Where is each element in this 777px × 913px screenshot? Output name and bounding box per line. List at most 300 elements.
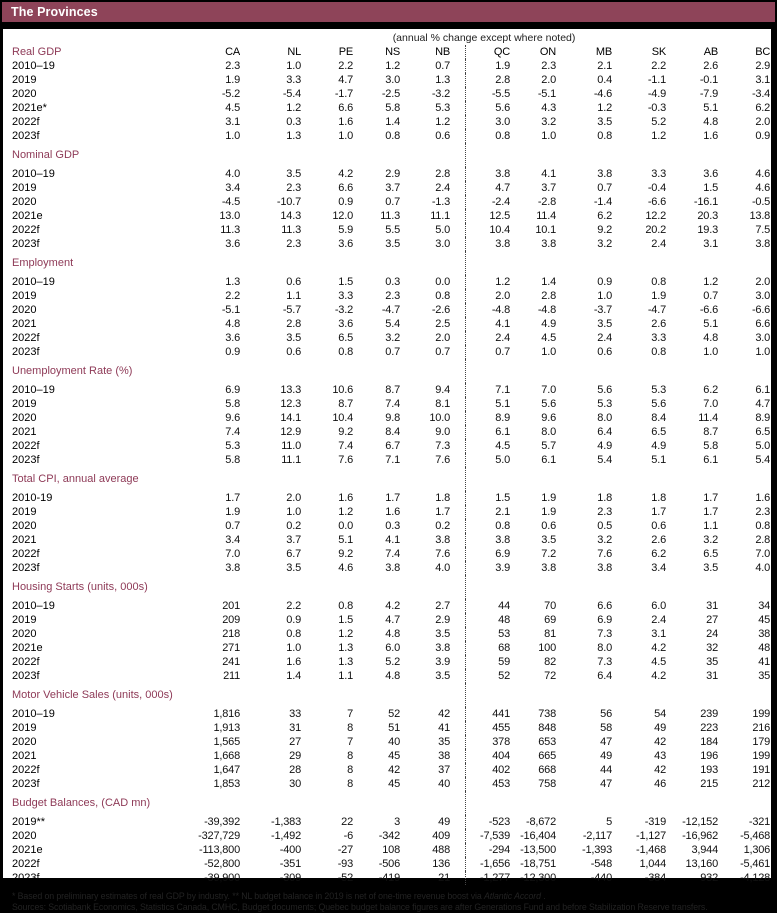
value-cell: 4.2 — [651, 642, 666, 654]
value-cell: 6.0 — [651, 600, 666, 612]
section-title: Real GDP — [12, 46, 62, 58]
value-cell: 13.0 — [219, 210, 240, 222]
value-cell: 10.4 — [489, 224, 510, 236]
table-row — [12, 533, 770, 547]
value-cell: 46 — [654, 778, 666, 790]
value-cell: 108 — [382, 844, 400, 856]
value-cell: 932 — [700, 872, 718, 884]
value-cell: -2,117 — [582, 830, 612, 842]
value-cell: 1,306 — [743, 844, 771, 856]
value-cell: 1.7 — [385, 492, 400, 504]
column-divider — [450, 383, 465, 397]
column-divider — [450, 425, 465, 439]
value-cell: 2.8 — [495, 74, 510, 86]
value-cell: 2.9 — [435, 614, 450, 626]
value-cell: 0.8 — [755, 520, 771, 532]
value-cell: 1.0 — [597, 290, 612, 302]
table-row — [12, 73, 770, 87]
value-cell: 8.7 — [338, 398, 353, 410]
column-divider — [450, 871, 465, 885]
value-cell: 2.2 — [286, 600, 301, 612]
value-cell: 2.3 — [541, 60, 556, 72]
section-header-row — [12, 467, 770, 491]
value-cell: 758 — [538, 778, 556, 790]
value-cell: 211 — [223, 670, 240, 682]
value-cell: -1,656 — [480, 858, 510, 870]
value-cell: -1,277 — [480, 872, 510, 884]
value-cell: 5 — [606, 816, 612, 828]
row-label: 2022f — [12, 440, 40, 452]
value-cell: 7.4 — [385, 548, 400, 560]
value-cell: 42 — [388, 764, 400, 776]
row-label: 2022f — [12, 116, 40, 128]
value-cell: 5.8 — [225, 398, 240, 410]
value-cell: -400 — [279, 844, 301, 856]
value-cell: 1.2 — [435, 116, 450, 128]
value-cell: 38 — [758, 628, 771, 640]
table-row — [12, 721, 770, 735]
value-cell: -13,500 — [520, 844, 556, 856]
table-row — [12, 275, 770, 289]
value-cell: -4,128 — [740, 872, 771, 884]
value-cell: 4.5 — [541, 332, 556, 344]
value-cell: 8 — [347, 722, 353, 734]
value-cell: -0.1 — [699, 74, 718, 86]
value-cell: 1.0 — [286, 60, 301, 72]
value-cell: -1.7 — [334, 88, 353, 100]
value-cell: 199 — [752, 708, 771, 720]
value-cell: -1,492 — [271, 830, 301, 842]
value-cell: 2.3 — [225, 60, 240, 72]
column-header-row — [12, 45, 770, 59]
value-cell: 1.2 — [597, 102, 612, 114]
value-cell: -321 — [748, 816, 771, 828]
value-cell: 3.3 — [651, 168, 666, 180]
value-cell: 0.6 — [286, 346, 301, 358]
value-cell: 3.2 — [541, 116, 556, 128]
value-cell: 1.7 — [703, 492, 718, 504]
value-cell: 49 — [600, 750, 612, 762]
footnote-1-italic: Atlantic Accord — [484, 891, 541, 901]
value-cell: 3.6 — [703, 168, 718, 180]
value-cell: 54 — [654, 708, 666, 720]
value-cell: 6.6 — [338, 182, 353, 194]
value-cell: 4.5 — [225, 102, 240, 114]
value-cell: 33 — [289, 708, 301, 720]
value-cell: 11.1 — [430, 210, 450, 222]
value-cell: 0.3 — [385, 276, 400, 288]
value-cell: 7 — [347, 736, 353, 748]
value-cell: 1.7 — [651, 506, 666, 518]
value-cell: 49 — [438, 816, 450, 828]
value-cell: 0.8 — [286, 628, 301, 640]
table-row — [12, 181, 770, 195]
value-cell: 4.6 — [755, 168, 771, 180]
value-cell: 44 — [498, 600, 510, 612]
value-cell: 10.4 — [332, 412, 353, 424]
provinces-table-head — [12, 31, 770, 59]
value-cell: 5.1 — [703, 102, 718, 114]
value-cell: -5,468 — [740, 830, 771, 842]
value-cell: 4.6 — [755, 182, 771, 194]
value-cell: 5.8 — [225, 454, 240, 466]
column-divider — [450, 303, 465, 317]
value-cell: 6.5 — [651, 426, 666, 438]
value-cell: -1,383 — [271, 816, 301, 828]
value-cell: 7 — [347, 708, 353, 720]
value-cell: 5.3 — [225, 440, 240, 452]
value-cell: 82 — [544, 656, 556, 668]
column-divider — [450, 453, 465, 467]
value-cell: 6.2 — [703, 384, 718, 396]
table-row — [12, 331, 770, 345]
value-cell: 40 — [438, 778, 450, 790]
column-divider — [450, 613, 465, 627]
value-cell: 1.5 — [495, 492, 510, 504]
table-row — [12, 707, 770, 721]
value-cell: 1,044 — [639, 858, 666, 870]
value-cell: 100 — [538, 642, 556, 654]
value-cell: -4.7 — [381, 304, 400, 316]
value-cell: 2.8 — [435, 168, 450, 180]
row-label: 2023f — [12, 778, 40, 790]
value-cell: 0.9 — [286, 614, 301, 626]
value-cell: 1.9 — [495, 60, 510, 72]
value-cell: 2.3 — [755, 506, 771, 518]
value-cell: 2.3 — [286, 238, 301, 250]
table-row — [12, 345, 770, 359]
value-cell: 3.4 — [225, 182, 240, 194]
value-cell: 3.6 — [338, 318, 353, 330]
row-label: 2010–19 — [12, 384, 55, 396]
value-cell: 2.4 — [651, 238, 666, 250]
value-cell: 1.7 — [225, 492, 240, 504]
column-divider — [450, 101, 465, 115]
value-cell: 1.6 — [385, 506, 400, 518]
value-cell: 1.0 — [541, 130, 556, 142]
value-cell: -2.5 — [381, 88, 400, 100]
value-cell: 0.5 — [597, 520, 612, 532]
value-cell: 9.6 — [225, 412, 240, 424]
value-cell: 5.0 — [495, 454, 510, 466]
value-cell: 1.3 — [286, 130, 301, 142]
value-cell: 5.4 — [755, 454, 771, 466]
row-label: 2019 — [12, 722, 37, 734]
value-cell: 5.9 — [338, 224, 353, 236]
value-cell: -440 — [590, 872, 612, 884]
value-cell: 179 — [752, 736, 771, 748]
value-cell: 5.6 — [541, 398, 556, 410]
value-cell: 4.8 — [385, 670, 400, 682]
value-cell: -6.6 — [647, 196, 666, 208]
value-cell: 12.0 — [332, 210, 353, 222]
value-cell: 1.3 — [338, 642, 353, 654]
row-label: 2020 — [12, 304, 37, 316]
value-cell: 3.0 — [755, 290, 771, 302]
value-cell: -1.4 — [593, 196, 612, 208]
value-cell: 3.8 — [541, 562, 556, 574]
value-cell: 7.5 — [755, 224, 771, 236]
value-cell: 212 — [752, 778, 771, 790]
value-cell: -4.5 — [221, 196, 240, 208]
value-cell: 20.3 — [697, 210, 718, 222]
row-label: 2010–19 — [12, 60, 55, 72]
value-cell: -2.8 — [537, 196, 556, 208]
value-cell: 12.3 — [280, 398, 301, 410]
value-cell: -12,300 — [520, 872, 556, 884]
value-cell: 6.4 — [597, 670, 612, 682]
column-divider — [450, 251, 465, 275]
column-divider — [450, 683, 465, 707]
row-label: 2019** — [12, 816, 46, 828]
column-divider — [450, 397, 465, 411]
column-divider — [450, 561, 465, 575]
value-cell: 0.8 — [338, 346, 353, 358]
value-cell: 191 — [752, 764, 771, 776]
value-cell: -3.2 — [334, 304, 353, 316]
table-row — [12, 829, 770, 843]
value-cell: 4.5 — [495, 440, 510, 452]
row-label: 2022f — [12, 332, 40, 344]
row-label: 2020 — [12, 412, 37, 424]
label-spacer — [12, 31, 198, 45]
section-header-row — [12, 143, 770, 167]
value-cell: 7.4 — [225, 426, 240, 438]
value-cell: 1.0 — [338, 130, 353, 142]
value-cell: 1.2 — [651, 130, 666, 142]
row-label: 2021e — [12, 844, 43, 856]
section-header-row — [12, 683, 770, 707]
footnote-1 — [12, 891, 771, 902]
value-cell: -1,393 — [582, 844, 612, 856]
value-cell: 7.4 — [338, 440, 353, 452]
column-divider — [450, 505, 465, 519]
value-cell: 5.3 — [597, 398, 612, 410]
column-divider — [450, 763, 465, 777]
value-cell: 6.7 — [385, 440, 400, 452]
value-cell: 3.8 — [597, 168, 612, 180]
row-label: 2021e* — [12, 102, 47, 114]
row-label: 2010–19 — [12, 708, 55, 720]
value-cell: 6.0 — [385, 642, 400, 654]
value-cell: 20.2 — [645, 224, 666, 236]
value-cell: 3.4 — [651, 562, 666, 574]
value-cell: -342 — [378, 830, 400, 842]
value-cell: 2.1 — [597, 60, 612, 72]
column-divider — [450, 829, 465, 843]
table-row — [12, 627, 770, 641]
value-cell: 69 — [544, 614, 556, 626]
value-cell: 27 — [289, 736, 301, 748]
value-cell: 7.3 — [597, 628, 612, 640]
value-cell: 7.6 — [597, 548, 612, 560]
value-cell: 7.6 — [338, 454, 353, 466]
value-cell: 11.3 — [220, 224, 240, 236]
value-cell: 4.2 — [385, 600, 400, 612]
value-cell: 4.3 — [541, 102, 556, 114]
value-cell: 47 — [600, 736, 612, 748]
value-cell: 6.5 — [703, 548, 718, 560]
value-cell: 4.0 — [435, 562, 450, 574]
value-cell: 31 — [289, 722, 301, 734]
value-cell: 1.9 — [225, 74, 240, 86]
value-cell: 5.3 — [651, 384, 666, 396]
provinces-table — [12, 31, 770, 885]
value-cell: 5.1 — [495, 398, 510, 410]
value-cell: 1.5 — [703, 182, 718, 194]
value-cell: 11.4 — [698, 412, 718, 424]
column-divider — [450, 599, 465, 613]
table-row — [12, 749, 770, 763]
value-cell: -5.4 — [282, 88, 301, 100]
value-cell: 2.2 — [338, 60, 353, 72]
footnote-divider — [12, 888, 105, 889]
row-label: 2023f — [12, 130, 40, 142]
value-cell: 3.0 — [385, 74, 400, 86]
value-cell: 1.6 — [338, 492, 353, 504]
value-cell: 4.8 — [703, 332, 718, 344]
value-cell: 4.8 — [225, 318, 240, 330]
value-cell: 3.3 — [286, 74, 301, 86]
value-cell: 47 — [600, 778, 612, 790]
row-label: 2022f — [12, 764, 40, 776]
row-label: 2010–19 — [12, 276, 55, 288]
table-row — [12, 857, 770, 871]
column-divider — [450, 735, 465, 749]
value-cell: 8.0 — [541, 426, 556, 438]
table-row — [12, 763, 770, 777]
table-row — [12, 439, 770, 453]
table-row — [12, 411, 770, 425]
row-label: 2023f — [12, 454, 40, 466]
value-cell: 2.0 — [755, 116, 771, 128]
value-cell: -309 — [279, 872, 301, 884]
value-cell: -52,800 — [204, 858, 240, 870]
value-cell: -7,539 — [480, 830, 510, 842]
value-cell: 37 — [438, 764, 450, 776]
value-cell: 3.1 — [651, 628, 666, 640]
value-cell: 0.8 — [495, 520, 510, 532]
value-cell: 44 — [600, 764, 612, 776]
value-cell: 2.8 — [755, 534, 771, 546]
value-cell: 1.3 — [435, 74, 450, 86]
table-row — [12, 613, 770, 627]
table-row — [12, 735, 770, 749]
row-label: 2023f — [12, 238, 40, 250]
value-cell: 6.9 — [495, 548, 510, 560]
value-cell: 5.7 — [541, 440, 556, 452]
value-cell: -548 — [590, 858, 612, 870]
value-cell: 0.3 — [385, 520, 400, 532]
value-cell: 6.2 — [651, 548, 666, 560]
section-spacer — [465, 791, 770, 815]
column-divider — [450, 275, 465, 289]
value-cell: -0.3 — [647, 102, 666, 114]
column-divider — [450, 317, 465, 331]
row-label: 2021 — [12, 750, 37, 762]
table-row — [12, 87, 770, 101]
value-cell: -1,127 — [636, 830, 666, 842]
value-cell: 6.1 — [703, 454, 718, 466]
value-cell: 241 — [222, 656, 240, 668]
row-label: 2021e — [12, 210, 43, 222]
row-label: 2019 — [12, 290, 37, 302]
value-cell: 0.8 — [435, 290, 450, 302]
column-header: ON — [539, 46, 556, 58]
value-cell: 6.9 — [225, 384, 240, 396]
value-cell: -5.1 — [221, 304, 240, 316]
value-cell: 1.4 — [286, 670, 301, 682]
table-title: The Provinces — [11, 5, 98, 19]
value-cell: 4.8 — [385, 628, 400, 640]
value-cell: -4.8 — [537, 304, 556, 316]
value-cell: 0.7 — [385, 196, 400, 208]
value-cell: -5,461 — [740, 858, 771, 870]
value-cell: 2.6 — [703, 60, 718, 72]
value-cell: 0.9 — [225, 346, 240, 358]
value-cell: 1.7 — [703, 506, 718, 518]
value-cell: 7.3 — [597, 656, 612, 668]
row-label: 2020 — [12, 628, 37, 640]
value-cell: 2.4 — [435, 182, 450, 194]
value-cell: 0.8 — [385, 130, 400, 142]
value-cell: 8.0 — [597, 412, 612, 424]
column-divider — [450, 73, 465, 87]
value-cell: 0.3 — [286, 116, 301, 128]
value-cell: 38 — [438, 750, 450, 762]
column-divider — [450, 547, 465, 561]
column-divider — [450, 289, 465, 303]
section-header-row — [12, 251, 770, 275]
value-cell: 4.2 — [651, 670, 666, 682]
value-cell: 455 — [492, 722, 510, 734]
value-cell: 1.0 — [286, 642, 301, 654]
value-cell: 1,565 — [213, 736, 240, 748]
value-cell: 8 — [347, 750, 353, 762]
value-cell: 653 — [538, 736, 556, 748]
section-header-row — [12, 359, 770, 383]
section-title: Housing Starts (units, 000s) — [12, 581, 148, 593]
value-cell: 5.1 — [338, 534, 353, 546]
value-cell: 13.3 — [280, 384, 301, 396]
value-cell: 7.4 — [385, 398, 400, 410]
value-cell: 4.1 — [385, 534, 400, 546]
row-label: 2020 — [12, 88, 37, 100]
value-cell: 1.2 — [286, 102, 301, 114]
value-cell: 1.6 — [703, 130, 718, 142]
section-title: Unemployment Rate (%) — [12, 365, 133, 377]
value-cell: -4.7 — [647, 304, 666, 316]
column-divider — [450, 359, 465, 383]
value-cell: 2.1 — [495, 506, 510, 518]
value-cell: -506 — [378, 858, 400, 870]
value-cell: 3.5 — [385, 238, 400, 250]
value-cell: 6.1 — [755, 384, 771, 396]
value-cell: -3.4 — [751, 88, 771, 100]
value-cell: 2.2 — [651, 60, 666, 72]
column-divider — [450, 533, 465, 547]
value-cell: 5.6 — [597, 384, 612, 396]
value-cell: -7.9 — [699, 88, 718, 100]
row-label: 2022f — [12, 224, 40, 236]
value-cell: 1.0 — [755, 346, 771, 358]
provinces-table-body — [12, 59, 770, 885]
value-cell: 0.8 — [651, 346, 666, 358]
value-cell: 1.9 — [541, 506, 556, 518]
value-cell: -4.6 — [593, 88, 612, 100]
value-cell: 28 — [289, 764, 301, 776]
value-cell: 0.7 — [597, 182, 612, 194]
